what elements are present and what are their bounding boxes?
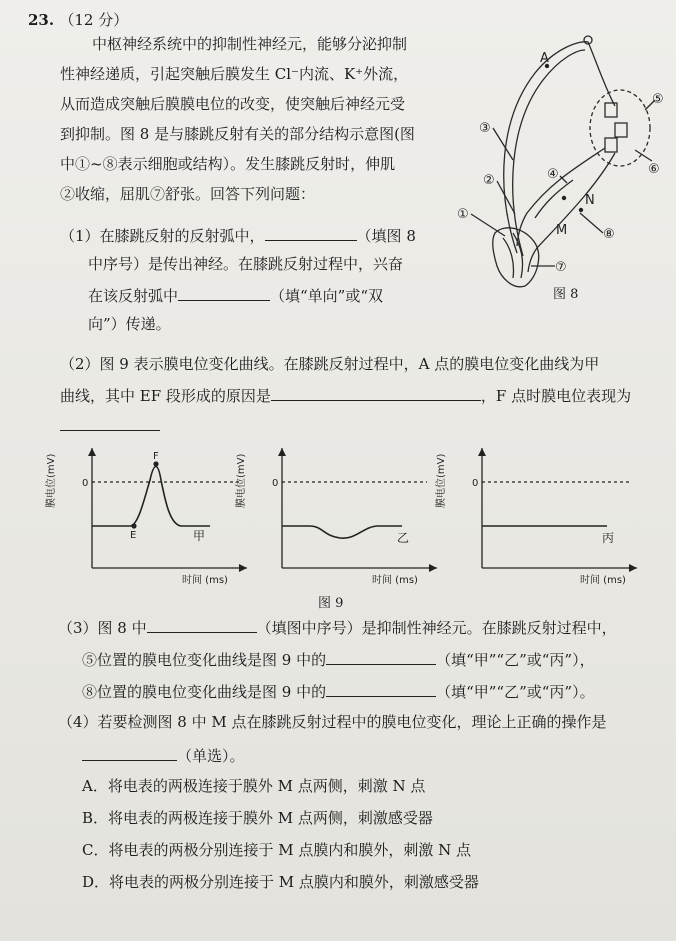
xlabel-jia: 时间 (ms)	[182, 575, 228, 586]
label-8: ⑧	[603, 227, 615, 242]
label-A: A	[540, 51, 549, 66]
q3-blank-1[interactable]	[147, 616, 257, 633]
curve-jia	[92, 467, 210, 527]
q2-blank-1[interactable]	[271, 384, 481, 401]
zero-yi: 0	[272, 478, 279, 489]
ylabel-bing: 膜电位(mV)	[436, 453, 447, 508]
label-N: N	[585, 193, 595, 208]
q1-line-3: 在该反射弧中 （填“单向”或“双	[88, 284, 383, 306]
plot-yi	[236, 440, 442, 590]
plot-jia	[46, 440, 252, 590]
q2-line-1: （2）图 9 表示膜电位变化曲线。在膝跳反射过程中，A 点的膜电位变化曲线为甲	[60, 355, 600, 373]
label-1: ①	[457, 207, 469, 222]
intro-line-5: 中①~⑧表示细胞或结构）。发生膝跳反射时，伸肌	[60, 155, 396, 173]
q4-option-d: D．将电表的两极分别连接于 M 点膜内和膜外，刺激感受器	[82, 873, 479, 891]
q4-line-1: （4）若要检测图 8 中 M 点在膝跳反射过程中的膜电位变化，理论上正确的操作是	[58, 713, 607, 731]
q1-line-2: 中序号）是传出神经。在膝跳反射过程中，兴奋	[88, 255, 404, 273]
q1-blank-1[interactable]	[265, 224, 357, 241]
xlabel-yi: 时间 (ms)	[372, 575, 418, 586]
q2-line-2: 曲线，其中 EF 段形成的原因是 ，F 点时膜电位表现为	[60, 384, 631, 406]
point-F	[153, 461, 158, 466]
q4-option-b: B．将电表的两极连接于膜外 M 点两侧，刺激感受器	[82, 809, 433, 827]
figure-8-diagram	[455, 28, 665, 308]
intro-line-3: 从而造成突触后膜膜电位的改变，使突触后神经元受	[60, 95, 406, 113]
q4-option-c: C．将电表的两极分别连接于 M 点膜内和膜外，刺激 N 点	[82, 841, 472, 859]
q4-option-a: A．将电表的两极连接于膜外 M 点两侧，刺激 N 点	[82, 777, 426, 795]
label-3: ③	[479, 121, 491, 136]
intro-line-4: 到抑制。图 8 是与膝跳反射有关的部分结构示意图(图	[60, 125, 415, 143]
question-number: 23. （12 分）	[28, 11, 129, 29]
zero-jia: 0	[82, 478, 89, 489]
q3-line-1: （3）图 8 中 （填图中序号）是抑制性神经元。在膝跳反射过程中，	[58, 616, 617, 638]
q3-line-3: ⑧位置的膜电位变化曲线是图 9 中的 （填“甲”“乙”或“丙”）。	[82, 680, 595, 702]
label-5: ⑤	[652, 92, 664, 107]
plot-name-bing: 丙	[602, 531, 615, 545]
label-4: ④	[547, 167, 559, 182]
plot-name-jia: 甲	[193, 529, 206, 543]
plot-bing	[436, 440, 642, 590]
q1-line-4: 向”）传递。	[88, 315, 171, 333]
zero-bing: 0	[472, 478, 479, 489]
q1-blank-2[interactable]	[178, 284, 270, 301]
label-6: ⑥	[648, 162, 660, 177]
q4-line-2: （单选）。	[82, 744, 245, 766]
q1-line-1: （1）在膝跳反射的反射弧中， （填图 8	[60, 224, 416, 246]
intro-line-1: 中枢神经系统中的抑制性神经元，能够分泌抑制	[92, 35, 408, 53]
q2-blank-2[interactable]	[60, 414, 160, 431]
q3-blank-2[interactable]	[326, 648, 436, 665]
point-E-label: E	[130, 530, 137, 541]
xlabel-bing: 时间 (ms)	[580, 575, 626, 586]
label-7: ⑦	[555, 260, 567, 275]
figure-9-caption: 图 9	[318, 596, 344, 611]
intro-line-6: ②收缩，屈肌⑦舒张。回答下列问题：	[60, 185, 316, 203]
afferent-neuron-path	[504, 42, 615, 253]
point-E	[131, 523, 136, 528]
point-F-label: F	[153, 451, 159, 462]
ylabel-jia: 膜电位(mV)	[46, 453, 57, 508]
q4-blank[interactable]	[82, 744, 177, 761]
label-M: M	[556, 223, 568, 238]
plot-name-yi: 乙	[397, 531, 410, 545]
figure-8-caption: 图 8	[553, 287, 579, 302]
intro-line-2: 性神经递质，引起突触后膜发生 Cl⁻内流、K⁺外流，	[60, 65, 409, 83]
label-2: ②	[483, 173, 495, 188]
ylabel-yi: 膜电位(mV)	[236, 453, 247, 508]
curve-yi	[282, 526, 402, 538]
q3-line-2: ⑤位置的膜电位变化曲线是图 9 中的 （填“甲”“乙”或“丙”），	[82, 648, 595, 670]
q3-blank-3[interactable]	[326, 680, 436, 697]
q2-line-3	[60, 414, 160, 436]
